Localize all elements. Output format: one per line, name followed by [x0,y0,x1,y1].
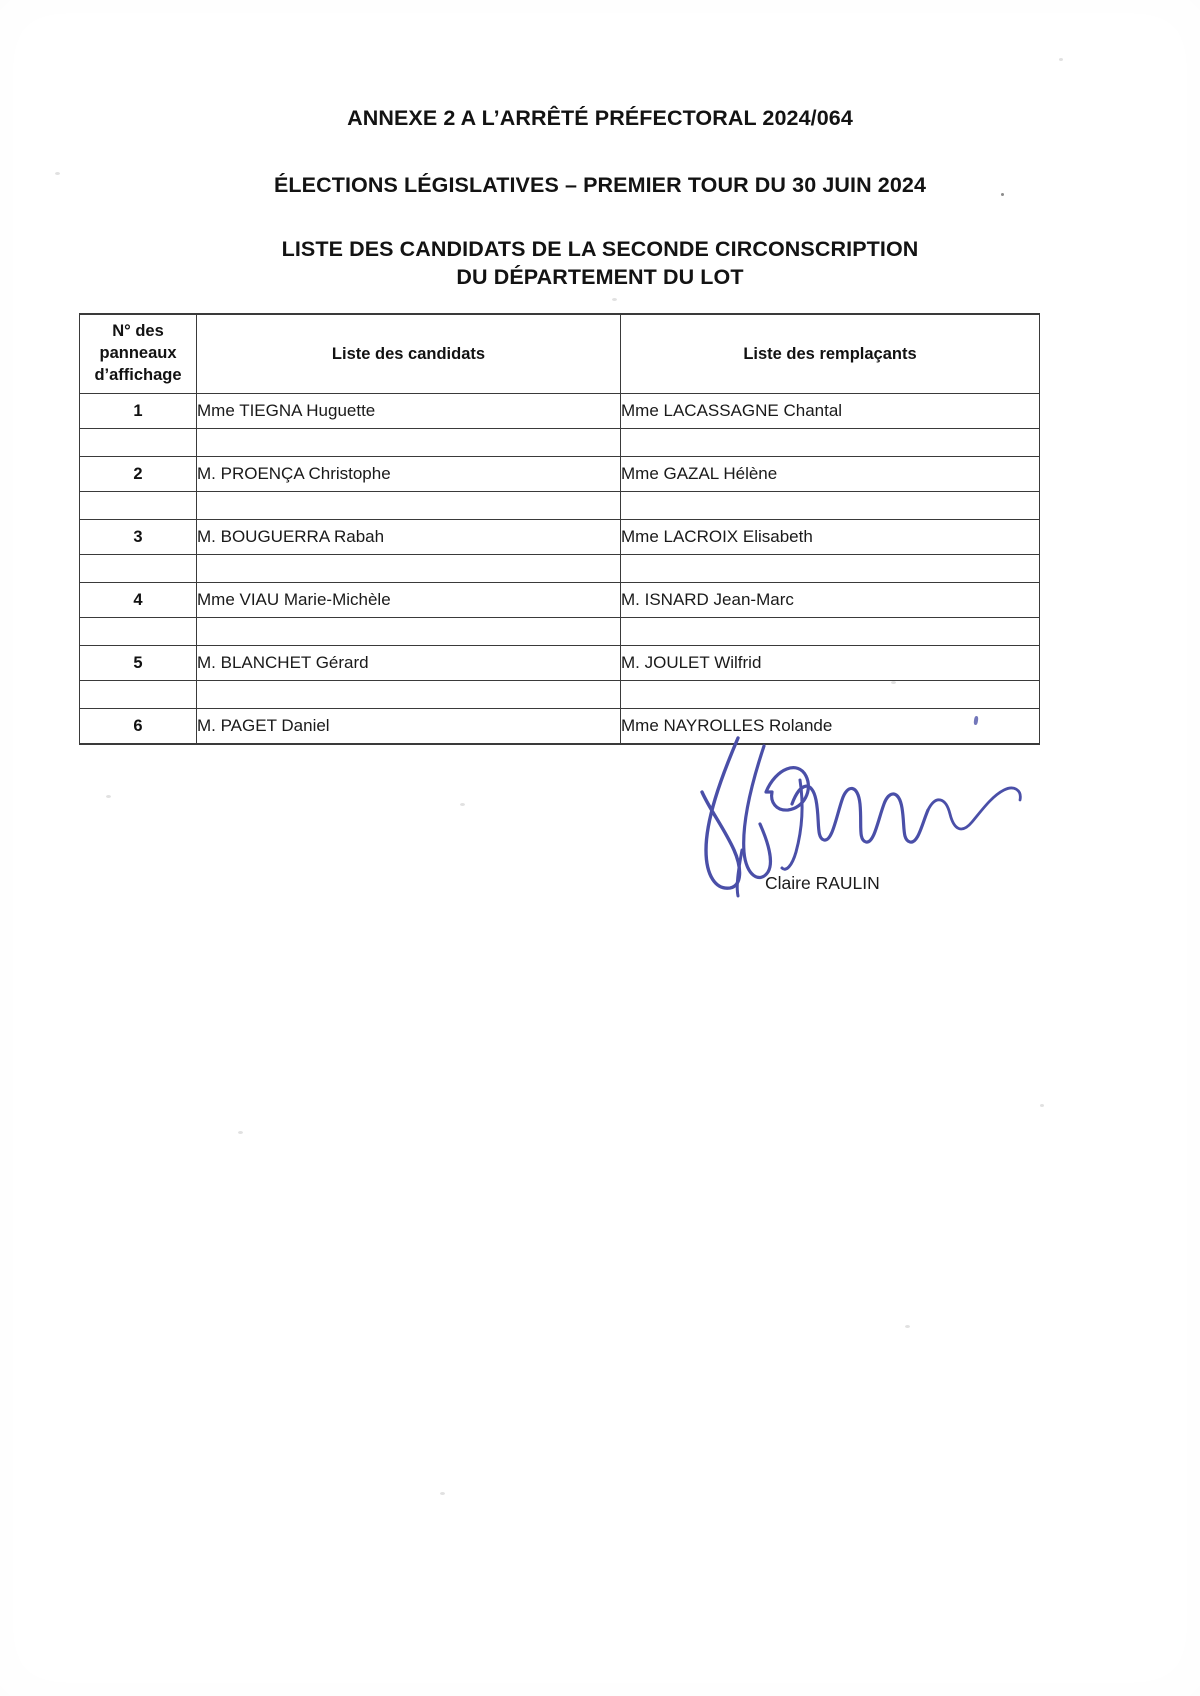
column-header-panel-number-line1: N° des [112,322,164,341]
cell-candidate: M. BLANCHET Gérard [197,646,621,681]
table-header [80,314,1040,394]
table-row [80,646,1040,681]
document-heading-group [0,105,1200,291]
cell-spacer [197,555,621,583]
column-header-substitutes: Liste des remplaçants [621,314,1040,394]
cell-spacer [197,429,621,457]
cell-panel-number: 1 [80,394,197,429]
scan-speck [106,795,111,798]
scan-speck [440,1492,445,1495]
table-row [80,457,1040,492]
list-title-line-2: DU DÉPARTEMENT DU LOT [456,264,744,289]
signature-block [680,700,1040,915]
column-header-panel-number-line3: d’affichage [94,365,182,384]
cell-substitute: Mme LACASSAGNE Chantal [621,394,1040,429]
cell-spacer [197,492,621,520]
cell-spacer [80,681,197,709]
cell-spacer [621,492,1040,520]
scan-speck [1059,58,1063,61]
scan-speck [1001,193,1004,196]
table-row [80,394,1040,429]
cell-candidate: M. BOUGUERRA Rabah [197,520,621,555]
table-spacer-row [80,429,1040,457]
table-spacer-row [80,618,1040,646]
cell-spacer [197,618,621,646]
candidates-table [79,313,1040,745]
scan-speck [1040,1104,1044,1107]
cell-substitute: Mme GAZAL Hélène [621,457,1040,492]
cell-candidate: M. PAGET Daniel [197,709,621,745]
scan-speck [238,1131,243,1134]
cell-spacer [197,681,621,709]
table-spacer-row [80,555,1040,583]
cell-spacer [80,555,197,583]
cell-substitute: Mme LACROIX Elisabeth [621,520,1040,555]
cell-candidate: M. PROENÇA Christophe [197,457,621,492]
cell-candidate: Mme TIEGNA Huguette [197,394,621,429]
table-body [80,394,1040,745]
scan-speck [612,298,617,301]
cell-panel-number: 3 [80,520,197,555]
annex-title: ANNEXE 2 A L’ARRÊTÉ PRÉFECTORAL 2024/064 [347,106,853,130]
cell-spacer [80,492,197,520]
table-spacer-row [80,492,1040,520]
cell-panel-number: 4 [80,583,197,618]
column-header-panel-number-line2: panneaux [99,344,177,363]
table-header-row [80,314,1040,394]
cell-panel-number: 6 [80,709,197,745]
cell-spacer [80,618,197,646]
list-title [0,236,1200,291]
cell-panel-number: 5 [80,646,197,681]
election-title [0,172,1200,200]
table-row [80,583,1040,618]
cell-spacer [621,429,1040,457]
column-header-candidates: Liste des candidats [197,314,621,394]
scan-speck [905,1325,910,1328]
cell-spacer [80,429,197,457]
scan-speck [460,803,465,806]
signatory-name: Claire RAULIN [765,873,880,893]
cell-candidate: Mme VIAU Marie-Michèle [197,583,621,618]
cell-spacer [621,555,1040,583]
election-title-text: ÉLECTIONS LÉGISLATIVES – PREMIER TOUR DU 30 JUIN 2024 [273,172,927,197]
list-title-line-1: LISTE DES CANDIDATS DE LA SECONDE CIRCONSCRIPTION [281,237,919,262]
table-row [80,520,1040,555]
cell-panel-number: 2 [80,457,197,492]
cell-substitute: M. ISNARD Jean-Marc [621,583,1040,618]
cell-substitute: M. JOULET Wilfrid [621,646,1040,681]
column-header-panel-number [80,314,197,394]
cell-spacer [621,618,1040,646]
cell-substitute: Mme NAYROLLES Rolande [621,709,1040,745]
candidates-table-container [79,313,1039,745]
